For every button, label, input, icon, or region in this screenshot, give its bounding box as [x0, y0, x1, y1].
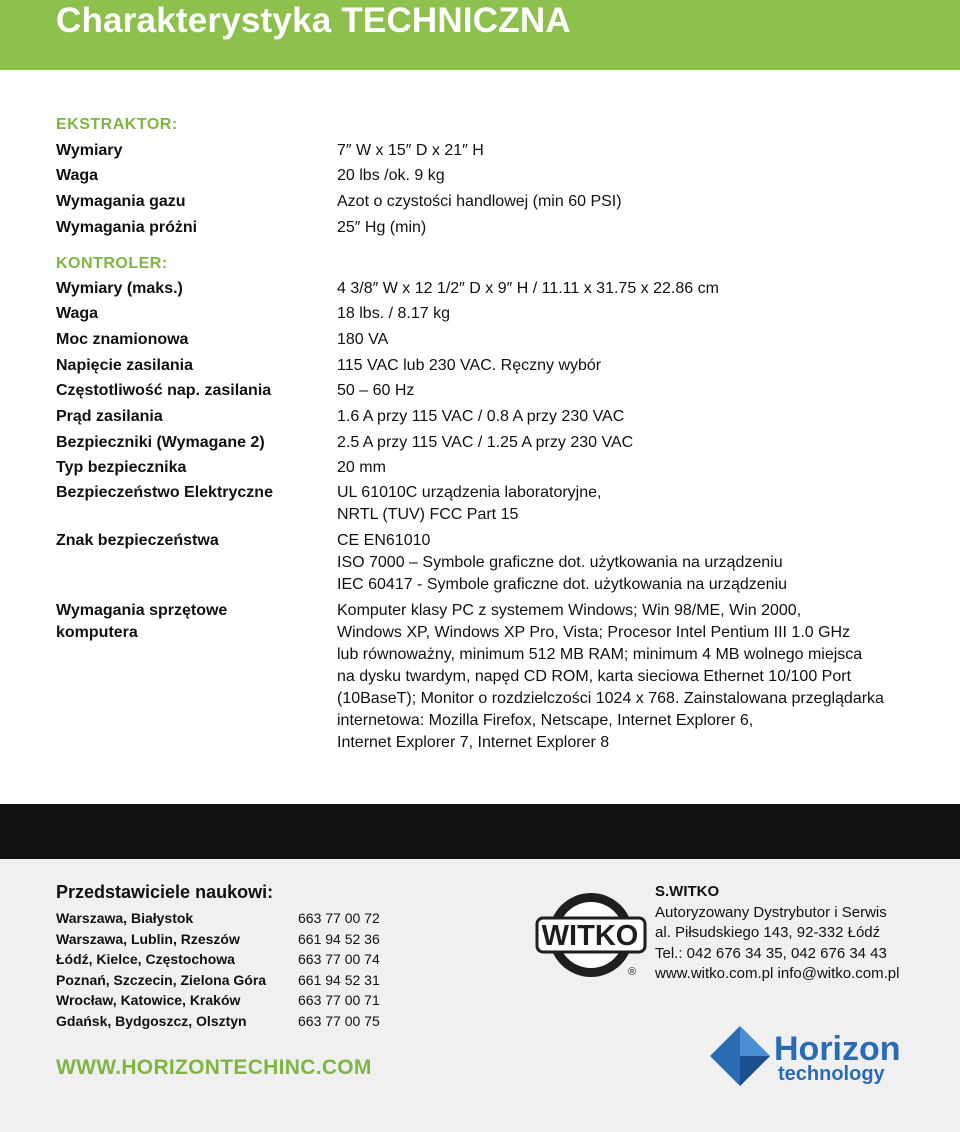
spec-label: Bezpieczniki (Wymagane 2) [56, 434, 265, 451]
horizon-logo [708, 1022, 908, 1088]
witko-line: Autoryzowany Dystrybutor i Serwis [655, 903, 887, 921]
rep-phone[interactable]: 663 77 00 74 [298, 951, 380, 967]
rep-cities: Poznań, Szczecin, Zielona Góra [56, 972, 267, 988]
rep-cities: Gdańsk, Bydgoszcz, Olsztyn [56, 1013, 247, 1029]
rep-phone[interactable]: 663 77 00 72 [298, 910, 380, 926]
mark-line: CE EN61010 [337, 532, 431, 549]
requirements-line: Komputer klasy PC z systemem Windows; Win 98/ME, Win 2000, [337, 602, 802, 619]
website-link[interactable]: WWW.HORIZONTECHINC.COM [56, 1056, 372, 1079]
spec-label: Znak bezpieczeństwa [56, 532, 219, 549]
spec-label: Prąd zasilania [56, 408, 163, 425]
rep-cities: Warszawa, Lublin, Rzeszów [56, 931, 240, 947]
witko-line[interactable]: www.witko.com.pl info@witko.com.pl [655, 965, 900, 982]
witko-logo [534, 888, 650, 980]
horizon-diamond-shade [740, 1056, 770, 1086]
witko-contact [655, 882, 899, 985]
rep-cities: Łódź, Kielce, Częstochowa [56, 951, 235, 967]
horizon-word: Horizon [774, 1030, 901, 1068]
spec-label: Bezpieczeństwo Elektryczne [56, 484, 273, 501]
witko-logo-text: WITKO [541, 920, 639, 952]
rep-cities: Warszawa, Białystok [56, 910, 194, 926]
spec-value: 1.6 A przy 115 VAC / 0.8 A przy 230 VAC [337, 408, 625, 425]
rep-phone[interactable]: 663 77 00 75 [298, 1013, 380, 1029]
requirements-line: lub równoważny, minimum 512 MB RAM; minimum 4 MB wolnego miejsca [337, 646, 863, 663]
spec-value: 4 3/8″ W x 12 1/2″ D x 9″ H / 11.11 x 31.75 x 22.86 cm [337, 280, 719, 297]
safety-line: UL 61010C urządzenia laboratoryjne, [337, 484, 602, 501]
rep-cities: Wrocław, Katowice, Kraków [56, 992, 241, 1008]
witko-line: al. Piłsudskiego 143, 92-332 Łódź [655, 924, 881, 941]
requirements-value [337, 600, 917, 754]
spec-label: Waga [56, 305, 99, 322]
representatives-title: Przedstawiciele naukowi: [56, 882, 274, 902]
spec-value [337, 482, 601, 526]
requirements-line: Windows XP, Windows XP Pro, Vista; Procesor Intel Pentium III 1.0 GHz [337, 624, 851, 641]
requirements-line: na dysku twardym, napęd CD ROM, karta sieciowa Ethernet 10/100 Port [337, 668, 852, 685]
safety-line: NRTL (TUV) FCC Part 15 [337, 506, 519, 523]
spec-value: 50 – 60 Hz [337, 382, 415, 399]
spec-value: 2.5 A przy 115 VAC / 1.25 A przy 230 VAC [337, 434, 634, 451]
rep-phone[interactable]: 661 94 52 36 [298, 931, 380, 947]
spec-label: Waga [56, 167, 99, 184]
technology-word: technology [778, 1063, 885, 1085]
spec-label: Wymagania gazu [56, 193, 186, 210]
requirements-line: (10BaseT); Monitor o rozdzielczości 1024 x 768. Zainstalowana przeglądarka [337, 690, 884, 707]
rep-phone[interactable]: 663 77 00 71 [298, 992, 380, 1008]
horizon-diamond-highlight [740, 1026, 770, 1056]
rep-phone[interactable]: 661 94 52 31 [298, 972, 380, 988]
spec-value: 20 lbs /ok. 9 kg [337, 167, 445, 184]
requirements-label: Wymagania sprzętowe komputera [56, 602, 228, 641]
extractor-section-title: EKSTRAKTOR: [56, 116, 178, 133]
spec-value: 115 VAC lub 230 VAC. Ręczny wybór [337, 357, 602, 374]
controller-section-title: KONTROLER: [56, 255, 168, 272]
spec-value: 18 lbs. / 8.17 kg [337, 305, 450, 322]
spec-value: Azot o czystości handlowej (min 60 PSI) [337, 193, 622, 210]
spec-value: 7″ W x 15″ D x 21″ H [337, 142, 484, 159]
mark-line: ISO 7000 – Symbole graficzne dot. użytkowania na urządzeniu [337, 554, 783, 571]
page-title: Charakterystyka TECHNICZNA [56, 1, 571, 40]
spec-label: Typ bezpiecznika [56, 459, 187, 476]
spec-label: Częstotliwość nap. zasilania [56, 382, 272, 399]
mark-line: IEC 60417 - Symbole graficzne dot. użytkowania na urządzeniu [337, 576, 788, 593]
spec-label: Napięcie zasilania [56, 357, 193, 374]
spec-value: 25″ Hg (min) [337, 219, 427, 236]
spec-value: 20 mm [337, 459, 386, 476]
requirements-line: Internet Explorer 7, Internet Explorer 8 [337, 734, 610, 751]
requirements-line: internetowa: Mozilla Firefox, Netscape, Internet Explorer 6, [337, 712, 754, 729]
divider-bar [0, 804, 960, 859]
witko-line: Tel.: 042 676 34 35, 042 676 34 43 [655, 944, 887, 962]
header-banner [0, 0, 960, 70]
spec-value [337, 530, 787, 596]
spec-label: Wymiary (maks.) [56, 280, 183, 297]
spec-label: Wymagania próżni [56, 219, 198, 236]
spec-label: Moc znamionowa [56, 331, 189, 348]
registered-mark: ® [627, 966, 637, 978]
witko-name: S.WITKO [655, 883, 720, 900]
spec-label: Wymiary [56, 142, 123, 159]
spec-value: 180 VA [337, 331, 389, 348]
